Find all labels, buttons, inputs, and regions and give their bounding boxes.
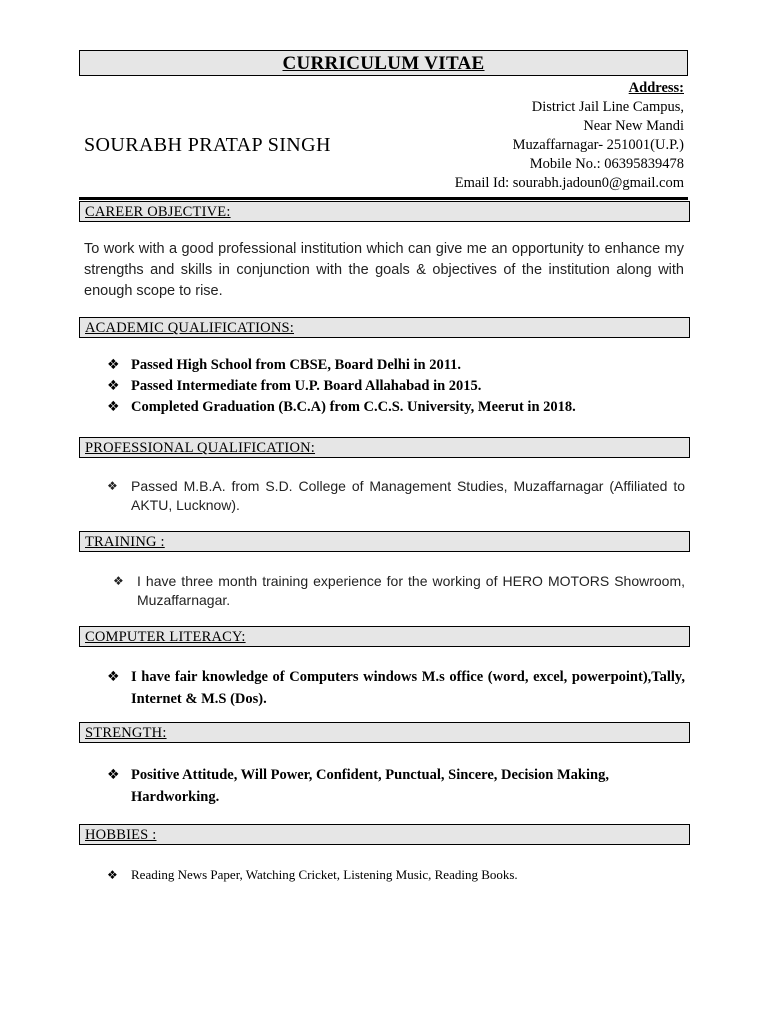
- candidate-name: SOURABH PRATAP SINGH: [84, 134, 331, 156]
- computer-literacy-heading: COMPUTER LITERACY:: [79, 626, 690, 647]
- diamond-bullet-icon: ❖: [107, 378, 120, 394]
- diamond-bullet-icon: ❖: [107, 357, 120, 373]
- list-item: ❖ Reading News Paper, Watching Cricket, Listening Music, Reading Books.: [107, 867, 518, 882]
- list-item: ❖ Passed M.B.A. from S.D. College of Management Studies, Muzaffarnagar (Affiliated to AKTU, Lucknow).: [107, 478, 685, 513]
- training-list: [113, 572, 685, 610]
- diamond-bullet-icon: ❖: [107, 767, 120, 783]
- diamond-bullet-icon: ❖: [107, 669, 120, 685]
- header-divider: [79, 197, 688, 200]
- computer-literacy-list: [107, 666, 685, 710]
- list-item: ❖ I have fair knowledge of Computers windows M.s office (word, excel, powerpoint),Tally, Internet & M.S (Dos).: [107, 666, 685, 710]
- list-item: ❖ Passed Intermediate from U.P. Board Allahabad in 2015.: [107, 376, 687, 397]
- hobbies-list: [107, 866, 687, 884]
- academic-list: [107, 355, 687, 418]
- address-line: Near New Mandi: [583, 118, 684, 134]
- list-item: ❖ I have three month training experience for the working of HERO MOTORS Showroom, Muzaffarnagar.: [113, 573, 685, 608]
- title-banner: [79, 50, 688, 76]
- address-block: [455, 79, 684, 193]
- career-objective-heading: CAREER OBJECTIVE:: [79, 201, 690, 222]
- address-line: Muzaffarnagar- 251001(U.P.): [512, 137, 684, 153]
- training-heading: TRAINING :: [79, 531, 690, 552]
- list-item: ❖ Passed High School from CBSE, Board Delhi in 2011.: [107, 355, 687, 376]
- page-title: CURRICULUM VITAE: [282, 53, 485, 74]
- professional-list: [107, 477, 685, 515]
- strength-heading: STRENGTH:: [79, 722, 690, 743]
- professional-heading: PROFESSIONAL QUALIFICATION:: [79, 437, 690, 458]
- mobile-line: Mobile No.: 06395839478: [529, 156, 684, 172]
- address-line: District Jail Line Campus,: [531, 99, 684, 115]
- email-line: Email Id: sourabh.jadoun0@gmail.com: [454, 175, 684, 191]
- list-item: ❖ Completed Graduation (B.C.A) from C.C.S. University, Meerut in 2018.: [107, 397, 687, 418]
- career-objective-text: To work with a good professional institution which can give me an opportunity to enhance my strengths and skills in conjunction with the goals & objectives of the institution along with enough scope to rise.: [84, 241, 684, 299]
- diamond-bullet-icon: ❖: [107, 479, 118, 493]
- hobbies-heading: HOBBIES :: [79, 824, 690, 845]
- address-label: Address:: [628, 80, 684, 96]
- diamond-bullet-icon: ❖: [107, 868, 118, 882]
- strength-list: [107, 764, 627, 808]
- list-item: ❖ Positive Attitude, Will Power, Confident, Punctual, Sincere, Decision Making, Hardworking.: [107, 764, 627, 808]
- diamond-bullet-icon: ❖: [113, 574, 124, 588]
- academic-heading: ACADEMIC QUALIFICATIONS:: [79, 317, 690, 338]
- diamond-bullet-icon: ❖: [107, 399, 120, 415]
